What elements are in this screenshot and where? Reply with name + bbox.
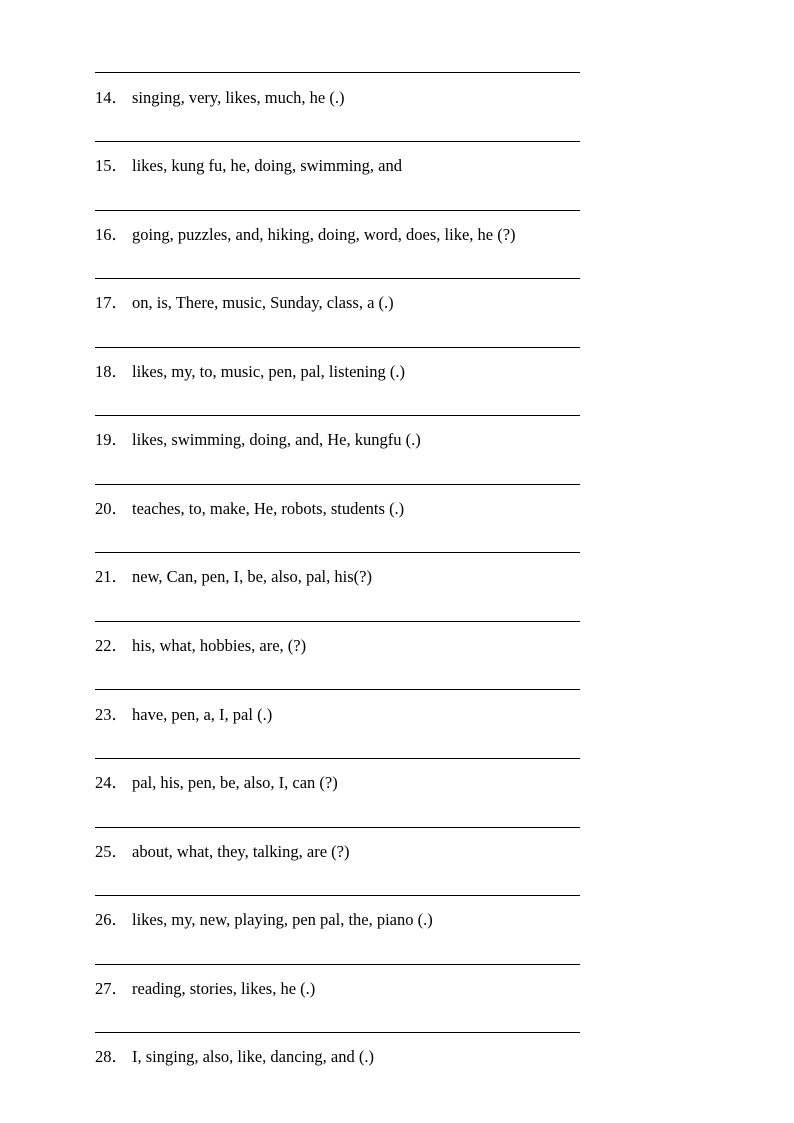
question-words: likes, my, new, playing, pen pal, the, piano (.) (132, 910, 433, 929)
question-17 (95, 292, 394, 314)
answer-line (95, 1032, 580, 1033)
question-22 (95, 635, 306, 657)
question-number: 20． (95, 499, 128, 518)
question-number: 14． (95, 88, 128, 107)
question-number: 28． (95, 1047, 128, 1066)
question-words: reading, stories, likes, he (.) (132, 979, 316, 998)
question-words: singing, very, likes, much, he (.) (132, 88, 345, 107)
question-25 (95, 841, 349, 863)
question-28 (95, 1046, 374, 1068)
question-words: I, singing, also, like, dancing, and (.) (132, 1047, 374, 1066)
question-number: 24． (95, 773, 128, 792)
question-number: 16． (95, 225, 128, 244)
answer-line (95, 895, 580, 896)
question-number: 17． (95, 293, 128, 312)
answer-line (95, 689, 580, 690)
question-15 (95, 155, 402, 177)
question-words: pal, his, pen, be, also, I, can (?) (132, 773, 338, 792)
question-words: on, is, There, music, Sunday, class, a (.) (132, 293, 394, 312)
question-21 (95, 566, 372, 588)
question-number: 26． (95, 910, 128, 929)
question-number: 23． (95, 705, 128, 724)
question-words: likes, my, to, music, pen, pal, listening (.) (132, 362, 405, 381)
question-words: have, pen, a, I, pal (.) (132, 705, 273, 724)
question-number: 25． (95, 842, 128, 861)
question-number: 27． (95, 979, 128, 998)
answer-line (95, 347, 580, 348)
question-words: likes, kung fu, he, doing, swimming, and (132, 156, 402, 175)
question-words: likes, swimming, doing, and, He, kungfu (.) (132, 430, 421, 449)
answer-line (95, 278, 580, 279)
answer-line (95, 758, 580, 759)
answer-line (95, 210, 580, 211)
question-26 (95, 909, 433, 931)
question-number: 21． (95, 567, 128, 586)
answer-line (95, 964, 580, 965)
answer-line (95, 415, 580, 416)
answer-line (95, 827, 580, 828)
question-number: 15． (95, 156, 128, 175)
question-19 (95, 429, 421, 451)
question-number: 22． (95, 636, 128, 655)
answer-line (95, 552, 580, 553)
question-23 (95, 704, 272, 726)
question-18 (95, 361, 405, 383)
question-words: going, puzzles, and, hiking, doing, word, does, like, he (?) (132, 225, 516, 244)
question-number: 18． (95, 362, 128, 381)
question-number: 19． (95, 430, 128, 449)
question-16 (95, 224, 516, 246)
question-words: new, Can, pen, I, be, also, pal, his(?) (132, 567, 372, 586)
answer-line (95, 141, 580, 142)
answer-line (95, 484, 580, 485)
question-24 (95, 772, 338, 794)
question-20 (95, 498, 404, 520)
question-words: teaches, to, make, He, robots, students (.) (132, 499, 405, 518)
question-words: about, what, they, talking, are (?) (132, 842, 350, 861)
question-words: his, what, hobbies, are, (?) (132, 636, 307, 655)
question-14 (95, 87, 344, 109)
answer-line (95, 621, 580, 622)
answer-line (95, 72, 580, 73)
question-27 (95, 978, 315, 1000)
